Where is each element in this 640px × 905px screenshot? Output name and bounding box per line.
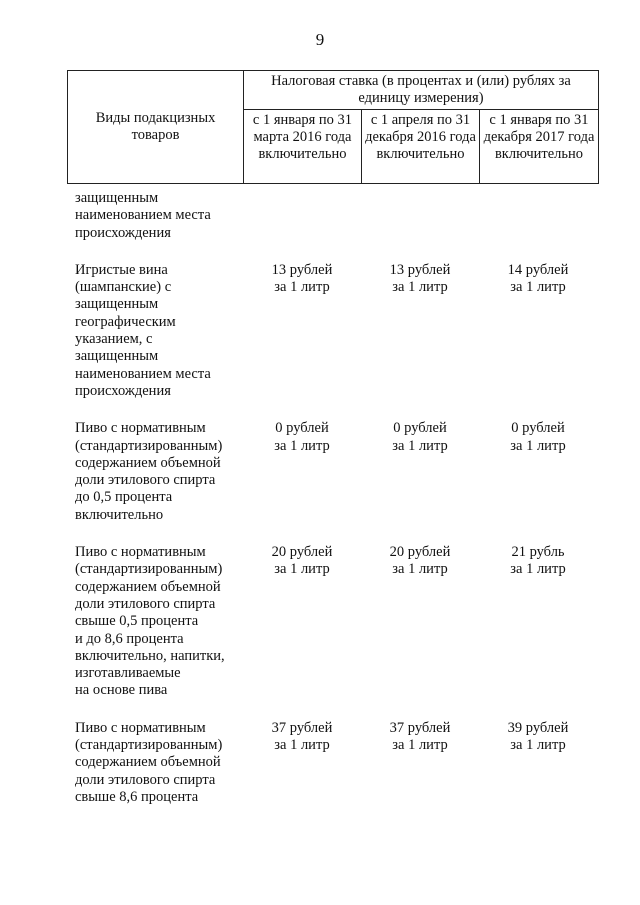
- product-name-line: Пиво с нормативным: [75, 420, 206, 437]
- rate-value-line: за 1 литр: [274, 737, 330, 754]
- product-name: [75, 262, 243, 400]
- period-header-2: с 1 апреля по 31 декабря 2016 года включительно: [362, 110, 480, 184]
- rate-value-line: 39 рублей: [507, 719, 569, 736]
- product-name-line: Пиво с нормативным: [75, 544, 206, 561]
- rate-value-line: 0 рублей: [511, 420, 565, 437]
- product-name-line: защищенным: [75, 190, 159, 206]
- table-row: [75, 420, 600, 524]
- product-name-line: защищенным: [75, 348, 159, 365]
- period-header-1: с 1 января по 31 марта 2016 года включительно: [244, 110, 362, 184]
- product-name-line: включительно, напитки,: [75, 647, 225, 664]
- product-name-line: (стандартизированным): [75, 737, 223, 754]
- product-name-line: географическим: [75, 313, 176, 330]
- rate-value-period-1: [243, 720, 361, 806]
- product-name-line: изготавливаемые: [75, 665, 181, 682]
- rate-value-period-3: [479, 420, 597, 524]
- rate-value-line: за 1 литр: [510, 737, 566, 754]
- rate-value-line: за 1 литр: [274, 279, 330, 296]
- rate-value-line: за 1 литр: [510, 561, 566, 578]
- rate-value-line: за 1 литр: [392, 737, 448, 754]
- product-name-line: происхождения: [75, 224, 171, 241]
- product-name-line: содержанием объемной: [75, 454, 221, 471]
- rate-value-line: за 1 литр: [274, 561, 330, 578]
- product-name-line: свыше 0,5 процента: [75, 613, 199, 630]
- rate-value-period-2: [361, 262, 479, 400]
- rate-value-period-2: [361, 420, 479, 524]
- rates-table-body: [75, 190, 600, 806]
- product-name-line: (стандартизированным): [75, 561, 223, 578]
- rate-value-line: за 1 литр: [274, 437, 330, 454]
- rate-value-period-3: [479, 720, 597, 806]
- rate-value-line: 20 рублей: [271, 544, 333, 561]
- product-name-line: на основе пива: [75, 682, 168, 699]
- product-name-line: (шампанские) с: [75, 279, 172, 296]
- product-name-line: содержанием объемной: [75, 578, 221, 595]
- product-name-line: наименованием места: [75, 365, 211, 382]
- product-name-line: и до 8,6 процента: [75, 630, 184, 647]
- product-name-line: доли этилового спирта: [75, 595, 216, 612]
- product-name-line: включительно: [75, 506, 164, 523]
- rate-value-period-1: [243, 420, 361, 524]
- product-name-line: Пиво с нормативным: [75, 719, 206, 736]
- rate-value-line: 14 рублей: [507, 261, 569, 278]
- rate-value-line: за 1 литр: [510, 279, 566, 296]
- rate-value-period-2: [361, 190, 479, 242]
- product-name-line: наименованием места: [75, 207, 211, 224]
- product-name-line: доли этилового спирта: [75, 771, 216, 788]
- product-name: [75, 190, 243, 242]
- product-name: [75, 720, 243, 806]
- rates-table-header: [67, 70, 599, 184]
- product-name-line: указанием, с: [75, 331, 153, 348]
- rate-value-period-2: [361, 544, 479, 700]
- page-number: 9: [315, 30, 325, 49]
- rate-value-line: 21 рубль: [511, 544, 565, 561]
- product-name-line: защищенным: [75, 296, 159, 313]
- rate-value-line: 20 рублей: [389, 544, 451, 561]
- rate-value-period-3: [479, 190, 597, 242]
- table-row: [75, 544, 600, 700]
- product-name-line: (стандартизированным): [75, 437, 223, 454]
- product-name-line: происхождения: [75, 382, 171, 399]
- category-column-header: Виды подакцизных товаров: [68, 71, 244, 184]
- table-row: [75, 262, 600, 400]
- rate-value-period-1: [243, 190, 361, 242]
- rate-value-line: 0 рублей: [275, 420, 329, 437]
- product-name-line: до 0,5 процента: [75, 489, 173, 506]
- product-name: [75, 420, 243, 524]
- rate-value-line: за 1 литр: [392, 279, 448, 296]
- rate-value-line: 37 рублей: [389, 719, 451, 736]
- rate-value-line: 13 рублей: [389, 261, 451, 278]
- rate-value-period-3: [479, 544, 597, 700]
- rate-value-period-1: [243, 262, 361, 400]
- rate-value-line: за 1 литр: [510, 437, 566, 454]
- rate-value-period-1: [243, 544, 361, 700]
- rate-value-period-3: [479, 262, 597, 400]
- product-name-line: Игристые вина: [75, 261, 168, 278]
- rate-value-period-2: [361, 720, 479, 806]
- product-name: [75, 544, 243, 700]
- product-name-line: доли этилового спирта: [75, 472, 216, 489]
- tax-rate-header: Налоговая ставка (в процентах и (или) рублях за единицу измерения): [244, 71, 599, 110]
- table-row: [75, 190, 600, 242]
- product-name-line: свыше 8,6 процента: [75, 788, 199, 805]
- rate-value-line: 13 рублей: [271, 261, 333, 278]
- rate-value-line: 0 рублей: [393, 420, 447, 437]
- product-name-line: содержанием объемной: [75, 754, 221, 771]
- rate-value-line: 37 рублей: [271, 719, 333, 736]
- rate-value-line: за 1 литр: [392, 437, 448, 454]
- table-row: [75, 720, 600, 806]
- rate-value-line: за 1 литр: [392, 561, 448, 578]
- period-header-3: с 1 января по 31 декабря 2017 года включительно: [480, 110, 599, 184]
